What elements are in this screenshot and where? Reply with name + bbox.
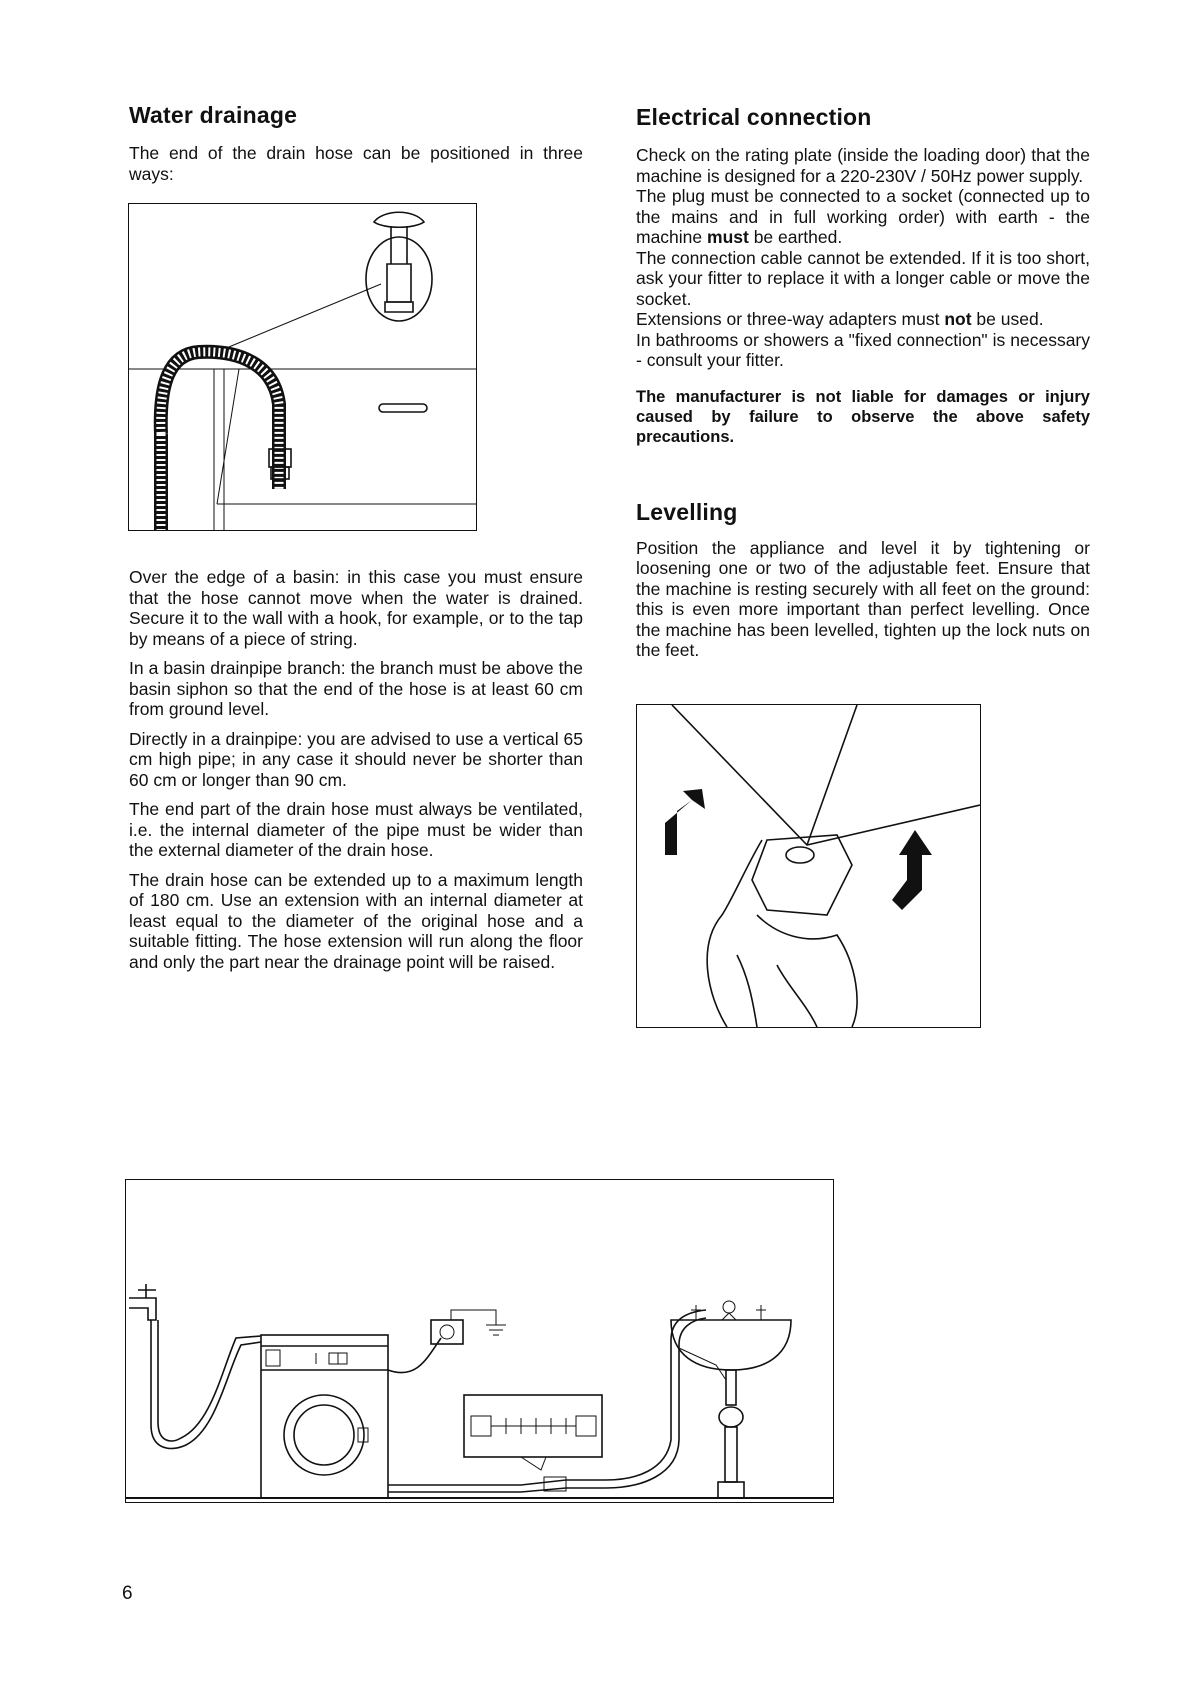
electrical-plug-text-bold: must	[707, 227, 749, 247]
left-column	[129, 102, 583, 184]
left-column-body	[129, 567, 583, 972]
electrical-paragraph-cable: The connection cable cannot be extended. If it is too short, ask your fitter to replace it with a longer cable or move the socket.	[636, 247, 1090, 309]
electrical-plug-text-b: be earthed.	[748, 227, 843, 247]
safety-warning: The manufacturer is not liable for damages or injury caused by failure to observe the above safety precautions.	[636, 387, 1090, 446]
levelling-paragraph: Position the appliance and level it by tightening or loosening one or two of the adjustable feet. Ensure that the machine is resting securely with all feet on the ground: this is even more important than perfect levelling. Once the machine has been levelled, tighten up the lock nuts on the feet.	[636, 537, 1090, 660]
drainage-paragraph-drainpipe: Directly in a drainpipe: you are advised to use a vertical 65 cm high pipe; in any case it should never be shorter than 60 cm or longer than 90 cm.	[129, 728, 583, 790]
drainage-paragraph-extension: The drain hose can be extended up to a maximum length of 180 cm. Use an extension with an internal diameter at least equal to the diameter of the original hose and a suitable fitting. The hose extension will run along the floor and only the part near the drainage point will be raised.	[129, 869, 583, 972]
levelling-heading: Levelling	[636, 498, 738, 525]
installation-figure	[125, 1179, 834, 1503]
electrical-paragraph-bathrooms: In bathrooms or showers a "fixed connection" is necessary - consult your fitter.	[636, 329, 1090, 370]
electrical-adapters-text-b: be used.	[971, 309, 1044, 329]
electrical-paragraph-adapters	[636, 309, 1090, 330]
electrical-connection-heading: Electrical connection	[636, 104, 872, 130]
water-drainage-heading: Water drainage	[129, 102, 298, 128]
drainage-paragraph-ventilation: The end part of the drain hose must always be ventilated, i.e. the internal diameter of the pipe must be wider than the external diameter of the drain hose.	[129, 799, 583, 860]
drain-hose-figure	[128, 203, 477, 531]
electrical-paragraph-plug	[636, 186, 1090, 248]
drainage-paragraph-basin-edge: Over the edge of a basin: in this case you must ensure that the hose cannot move when the water is drained. Secure it to the wall with a hook, for example, or to the tap by means of a piece of string.	[129, 567, 583, 649]
drainage-paragraph-drainpipe-branch: In a basin drainpipe branch: the branch must be above the basin siphon so that the end of the hose is at least 60 cm from ground level.	[129, 658, 583, 719]
electrical-adapters-text-bold: not	[944, 309, 972, 329]
water-drainage-intro: The end of the drain hose can be positioned in three ways:	[129, 143, 583, 184]
electrical-plug-text-a: The plug must be connected to a socket (connected up to the mains and in full working order) with earth - the machine	[636, 186, 1090, 247]
right-column	[636, 104, 1090, 661]
levelling-figure	[636, 704, 981, 1028]
electrical-paragraph-rating: Check on the rating plate (inside the loading door) that the machine is designed for a 220-230V / 50Hz power supply.	[636, 145, 1090, 186]
page-number: 6	[122, 1583, 133, 1604]
electrical-adapters-text-a: Extensions or three-way adapters must	[636, 309, 945, 329]
